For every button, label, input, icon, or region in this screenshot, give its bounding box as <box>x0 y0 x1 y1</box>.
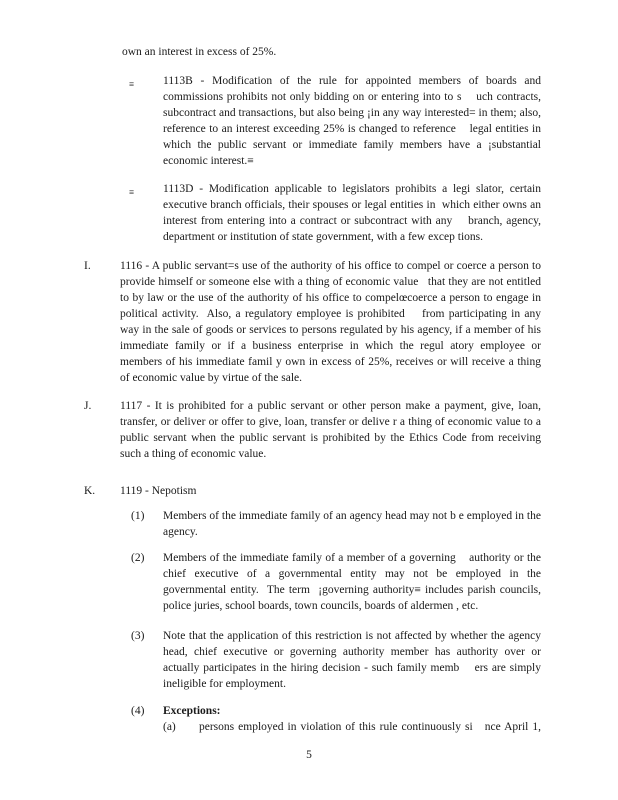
text-line: chief executive of a governmental entity may not be employed in the <box>163 568 541 580</box>
text-line: governmental entity. The term ¡governing authority≡ includes parish councils, <box>163 584 541 596</box>
text-line: to by law or the use of the authority of his office to compelœcoerce a person to engage in <box>120 292 541 304</box>
outline-marker-K: K. <box>84 485 96 497</box>
text-line: executive branch officials, their spouses or legal entities in which either owns an <box>163 199 541 211</box>
text-line: 1119 - Nepotism <box>120 485 197 497</box>
paragraph-nepotism-2 <box>131 550 541 614</box>
paragraph-lines <box>120 398 541 462</box>
text-line: Note that the application of this restriction is not affected by whether the agency <box>163 630 541 642</box>
text-line: Exceptions: <box>163 705 221 717</box>
paragraph-lines <box>122 44 541 60</box>
paragraph-I-1116 <box>84 258 541 386</box>
paragraph-lines <box>120 258 541 386</box>
paragraph-lines <box>163 550 541 614</box>
paragraph-1113D <box>129 181 541 245</box>
text-line: Members of the immediate family of an agency head may not b e employed in the <box>163 510 541 522</box>
text-line: department or institution of state government, with a few excep tions. <box>163 231 484 243</box>
paragraph-1113B <box>129 73 541 169</box>
number-marker-4: (4) <box>131 705 145 717</box>
text-line: actually participates in the hiring decision - such family memb ers are simply <box>163 662 541 674</box>
text-line: agency. <box>163 526 198 538</box>
text-line: ineligible for employment. <box>163 678 286 690</box>
bullet-marker: ≡ <box>129 187 135 197</box>
text-line: persons employed in violation of this rule continuously si nce April 1, <box>199 721 541 733</box>
paragraph-lines <box>163 508 541 540</box>
number-marker-2: (2) <box>131 552 145 564</box>
page-number: 5 <box>306 749 312 761</box>
text-line: own an interest in excess of 25%. <box>122 46 277 58</box>
paragraph-lines <box>163 73 541 169</box>
paragraph-continuation <box>122 44 541 60</box>
text-line: political activity. Also, a regulatory employee is prohibited from participating in any <box>120 308 541 320</box>
text-line: Members of the immediate family of a member of a governing authority or the <box>163 552 541 564</box>
text-line: such a thing of economic value. <box>120 448 267 460</box>
paragraph-exceptions-heading <box>131 703 541 719</box>
paragraph-lines <box>163 181 541 245</box>
text-line: interest from entering into a contract or subcontract with any branch, agency, <box>163 215 541 227</box>
paragraph-exception-a <box>163 719 541 735</box>
text-line: members of his immediate famil y own in excess of 25%, receives or will receive a thing <box>120 356 541 368</box>
paragraph-lines <box>120 483 541 499</box>
text-line: economic interest.≡ <box>163 155 254 167</box>
text-line: way in the sale of goods or services to persons regulated by his agency, if a member of his <box>120 324 541 336</box>
outline-marker-I: I. <box>84 260 91 272</box>
text-line: which the public servant or immediate family members have a ¡substantial <box>163 139 541 151</box>
text-line: 1116 - A public servant=s use of the authority of his office to compel or coerce a person to <box>120 260 541 272</box>
text-line: public servant when the public servant is prohibited by the Ethics Code from receiving <box>120 432 541 444</box>
text-line: reference to an interest exceeding 25% is changed to reference legal entities in <box>163 123 541 135</box>
paragraph-K-1119 <box>84 483 541 499</box>
text-line: commissions prohibits not only bidding on or entering into to s uch contracts, <box>163 91 541 103</box>
subletter-marker-a: (a) <box>163 721 176 733</box>
text-line: 1117 - It is prohibited for a public servant or other person make a payment, give, loan, <box>120 400 541 412</box>
text-line: police juries, school boards, town councils, boards of aldermen , etc. <box>163 600 479 612</box>
text-line: provide himself or someone else with a thing of economic value that they are not entitled <box>120 276 541 288</box>
number-marker-1: (1) <box>131 510 145 522</box>
text-line: transfer, or deliver or offer to give, loan, transfer or delive r a thing of economic value to a <box>120 416 541 428</box>
paragraph-lines <box>163 703 541 719</box>
text-line: subcontract and transactions, but also being ¡in any way interested= in them; also, <box>163 107 541 119</box>
text-line: 1113B - Modification of the rule for appointed members of boards and <box>163 75 541 87</box>
paragraph-lines <box>163 628 541 692</box>
text-line: immediate family or if a business enterprise in which the regul atory employee or <box>120 340 541 352</box>
paragraph-nepotism-3 <box>131 628 541 692</box>
paragraph-lines <box>199 719 541 735</box>
text-line: head, chief executive or governing authority member has authority over or <box>163 646 541 658</box>
text-line: of economic value by virtue of the sale. <box>120 372 303 384</box>
number-marker-3: (3) <box>131 630 145 642</box>
bullet-marker: ≡ <box>129 79 135 89</box>
paragraph-nepotism-1 <box>131 508 541 540</box>
outline-marker-J: J. <box>84 400 92 412</box>
text-line: 1113D - Modification applicable to legislators prohibits a legi slator, certain <box>163 183 541 195</box>
paragraph-J-1117 <box>84 398 541 462</box>
